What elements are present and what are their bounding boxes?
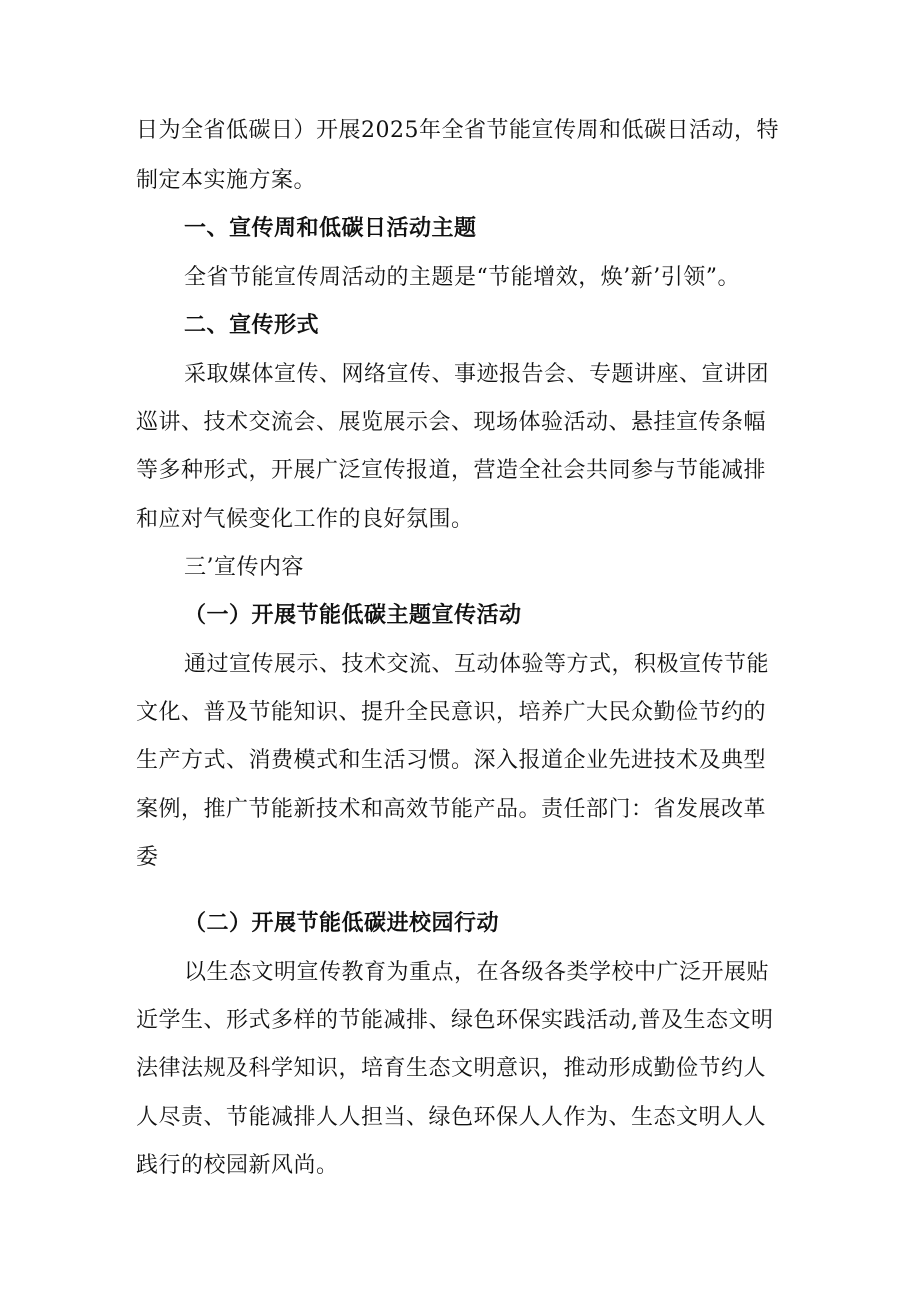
section-1-text: 全省节能宣传周活动的主题是“节能增效，焕’新’引领”。 [184,265,740,290]
subsection-2-line-5: 践行的校园新风尚。 [136,1153,339,1178]
intro-line-1: 日为全省低碳日）开展2025年全省节能宣传周和低碳日活动，特 [136,118,779,143]
section-2-heading: 二、宣传形式 [184,313,320,338]
subsection-2-heading: （二）开展节能低碳进校园行动 [184,911,500,936]
subsection-2-line-1: 以生态文明宣传教育为重点，在各级各类学校中广泛开展贴 [184,960,770,985]
section-2-line-2: 巡讲、技术交流会、展览展示会、现场体验活动、悬挂宣传条幅 [136,410,767,435]
section-2-line-3: 等多种形式，开展广泛宣传报道，营造全社会共同参与节能减排 [136,458,767,483]
subsection-2-line-3: 法律法规及科学知识，培育生态文明意识，推动形成勤俭节约人 [136,1056,767,1081]
subsection-2-line-2: 近学生、形式多样的节能减排、绿色环保实践活动,普及生态文明 [136,1008,774,1033]
section-2-line-1: 采取媒体宣传、网络宣传、事迹报告会、专题讲座、宣讲团 [184,362,770,387]
section-3-heading: 三’宣传内容 [184,555,304,580]
subsection-1-line-1: 通过宣传展示、技术交流、互动体验等方式，积极宣传节能 [184,652,770,677]
intro-line-2: 制定本实施方案。 [136,168,317,193]
section-1-heading: 一、宣传周和低碳日活动主题 [184,216,477,241]
subsection-1-line-5: 委 [136,845,159,870]
section-2-line-4: 和应对气候变化工作的良好氛围。 [136,507,474,532]
subsection-1-line-3: 生产方式、消费模式和生活习惯。深入报道企业先进技术及典型 [136,748,767,773]
subsection-1-line-2: 文化、普及节能知识、提升全民意识，培养广大民众勤俭节约的 [136,700,767,725]
subsection-2-line-4: 人尽责、节能减排人人担当、绿色环保人人作为、生态文明人人 [136,1105,767,1130]
subsection-1-line-4: 案例，推广节能新技术和高效节能产品。责任部门：省发展改革 [136,797,767,822]
subsection-1-heading: （一）开展节能低碳主题宣传活动 [184,603,522,628]
